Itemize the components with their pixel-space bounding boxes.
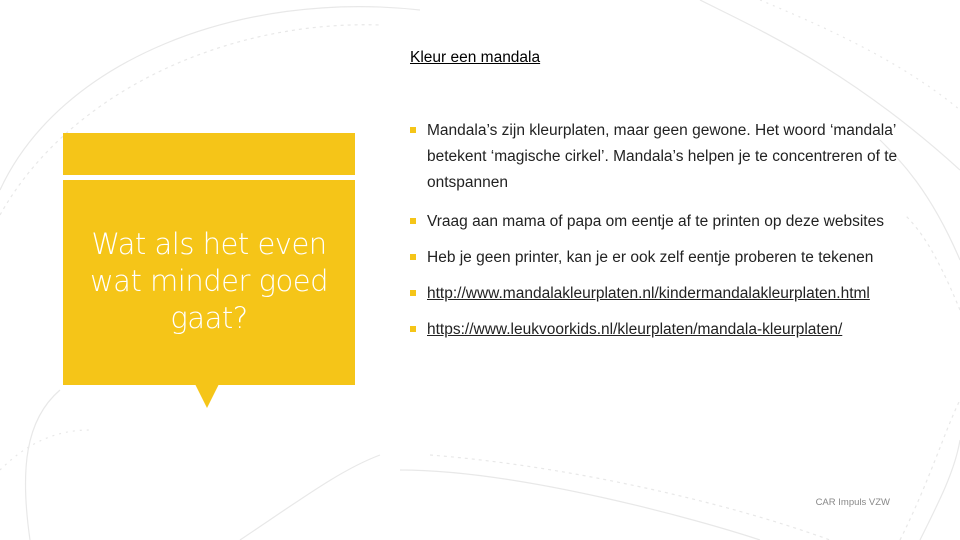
bullet-item — [410, 317, 900, 343]
callout-accent-strip — [63, 133, 355, 175]
bullet-square-icon — [410, 326, 416, 332]
bullet-list — [410, 118, 900, 343]
callout-pointer — [195, 384, 219, 408]
leukvoorkids-link[interactable]: https://www.leukvoorkids.nl/kleurplaten/mandala-kleurplaten/ — [427, 321, 843, 338]
bullet-item — [410, 118, 900, 196]
footer-text: CAR Impuls VZW — [815, 497, 890, 508]
bullet-text: Vraag aan mama of papa om eentje af te printen op deze websites — [427, 213, 884, 230]
bullet-square-icon — [410, 290, 416, 296]
bullet-text: Mandala’s zijn kleurplaten, maar geen gewone. Het woord ‘mandala’ betekent ‘magische cirkel’. Mandala’s helpen je te concentreren of te ontspannen — [427, 122, 898, 191]
mandalakleurplaten-link[interactable]: http://www.mandalakleurplaten.nl/kindermandalakleurplaten.html — [427, 285, 870, 302]
bullet-item — [410, 245, 900, 271]
bullet-square-icon — [410, 254, 416, 260]
bullet-text: Heb je geen printer, kan je er ook zelf eentje proberen te tekenen — [427, 249, 874, 266]
callout-text: Wat als het even wat minder goed gaat? — [89, 227, 329, 335]
bullet-item — [410, 209, 900, 235]
bullet-item — [410, 281, 900, 307]
bullet-square-icon — [410, 218, 416, 224]
slide-title: Kleur een mandala — [410, 49, 541, 66]
bullet-square-icon — [410, 127, 416, 133]
